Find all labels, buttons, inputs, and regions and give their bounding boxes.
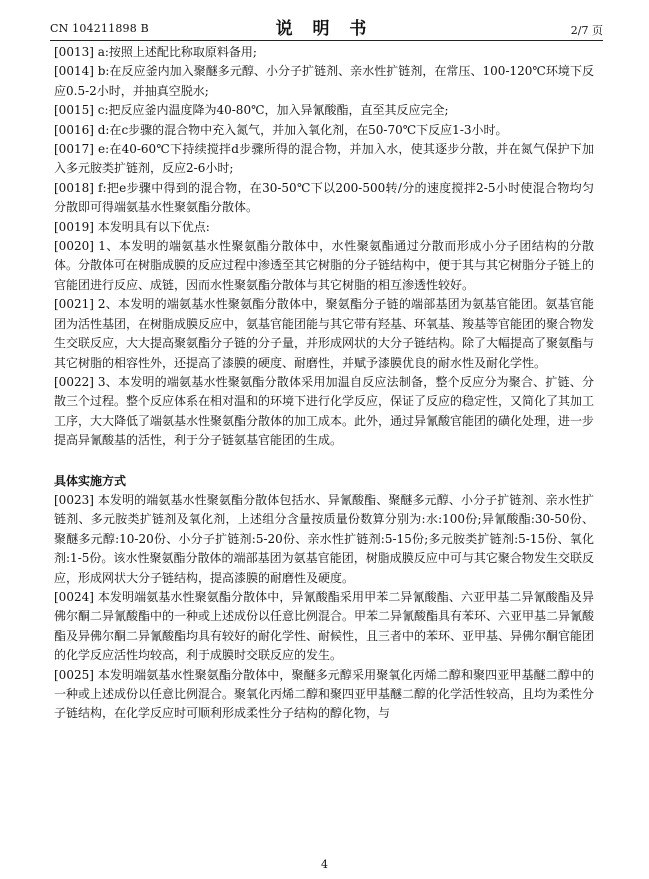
paragraph-text: 2、本发明的端氨基水性聚氨酯分散体中，聚氨酯分子链的端部基团为氨基官能团。氨基官能团为活性基团，在树脂成膜反应中，氨基官能团能与其它带有羟基、环氧基、羧基等官能团的聚合物发生交联反应，大大提高聚氨酯分子链的分子量，并形成网状的大分子链结构。除了大幅提高了聚氨酯与其它树脂的相容性外，还提高了漆膜的硬度、耐磨性，并赋予漆膜优良的耐水性及耐化学性。: [54, 297, 595, 370]
paragraph-number: [0021]: [54, 297, 94, 312]
paragraph-text: d:在c步骤的混合物中充入氮气，并加入氧化剂，在50-70℃下反应1-3小时。: [93, 122, 508, 137]
paragraph-number: [0014]: [54, 64, 94, 79]
paragraph: [54, 295, 594, 373]
paragraph-number: [0019]: [54, 219, 94, 234]
paragraph-text: 3、本发明的端氨基水性聚氨酯分散体采用加温自反应法制备，整个反应分为聚合、扩链、分散三个过程。整个反应体系在相对温和的环境下进行化学反应，保证了反应的稳定性，又简化了其加工工序，大大降低了端氨基水性聚氨酯分散体的加工成本。此外，通过异氰酸官能团的磺化处理，进一步提高异氰酸基的活性，利于分子链氨基官能团的生成。: [54, 374, 595, 448]
document-body: [54, 43, 594, 724]
paragraph-text: 1、本发明的端氨基水性聚氨酯分散体中，水性聚氨酯通过分散而形成小分子团结构的分散体。分散体可在树脂成膜的反应过程中渗透至其它树脂的分子链结构中，便于其与其它树脂分子链上的官能团进行反应、成链，因而水性聚氨酯分散体与其它树脂的相互渗透性较好。: [54, 239, 595, 292]
paragraph-list-bottom: [54, 491, 594, 724]
paragraph-number: [0023]: [54, 492, 94, 507]
paragraph-list-top: [54, 43, 594, 451]
section-heading: 具体实施方式: [54, 473, 127, 488]
paragraph-text: f:把e步骤中得到的混合物，在30-50℃下以200-500转/分的速度搅拌2-5小时使混合物均匀分散即可得端氨基水性聚氨酯分散体。: [54, 180, 594, 215]
paragraph: [54, 121, 594, 140]
page-header: [0, 0, 649, 44]
paragraph-text: 本发明端氨基水性聚氨酯分散体中，异氰酸酯采用甲苯二异氰酸酯、六亚甲基二异氰酸酯及异佛尔酮二异氰酸酯中的一种或上述成份以任意比例混合。甲苯二异氰酸酯具有苯环、六亚甲基二异氰酸酯及异佛尔酮二异氰酸酯均具有较好的耐化学性、耐候性，且三者中的苯环、亚甲基、异佛尔酮官能团的化学反应活性均较高，利于成膜时交联反应的发生。: [54, 589, 595, 663]
paragraph-number: [0017]: [54, 142, 94, 157]
paragraph-number: [0024]: [54, 589, 94, 604]
paragraph-text: a:按照上述配比称取原料备用;: [93, 45, 257, 59]
paragraph-number: [0020]: [54, 239, 94, 254]
paragraph-number: [0018]: [54, 180, 94, 195]
paragraph: [54, 179, 594, 218]
paragraph-text: b:在反应釜内加入聚醚多元醇、小分子扩链剂、亲水性扩链剂，在常压、100-120℃环境下反应0.5-2小时，并抽真空脱水;: [54, 64, 594, 98]
paragraph: [54, 588, 594, 666]
paragraph-text: e:在40-60℃下持续搅拌d步骤所得的混合物，并加入水，使其逐步分散，并在氮气保护下加入多元胺类扩链剂，反应2-6小时;: [54, 142, 594, 176]
paragraph: [54, 491, 594, 588]
paragraph-number: [0015]: [54, 103, 94, 118]
paragraph: [54, 62, 594, 101]
paragraph: [54, 101, 594, 120]
paragraph: [54, 140, 594, 179]
patent-number: CN 104211898 B: [50, 22, 149, 35]
paragraph-number: [0025]: [54, 667, 94, 682]
section-gap: [54, 451, 594, 472]
paragraph-text: 本发明具有以下优点:: [93, 219, 210, 234]
paragraph-text: 本发明端氨基水性聚氨酯分散体中，聚醚多元醇采用聚氧化丙烯二醇和聚四亚甲基醚二醇中的一种或上述成份以任意比例混合。聚氧化丙烯二醇和聚四亚甲基醚二醇的化学活性较高，且均为柔性分子链结构，在化学反应时可顺利形成柔性分子结构的醇化物，与: [54, 667, 595, 721]
paragraph-number: [0013]: [54, 45, 94, 59]
paragraph: [54, 218, 594, 237]
document-title: 说 明 书: [275, 19, 374, 39]
paragraph: [54, 43, 594, 62]
paragraph-text: c:把反应釜内温度降为40-80℃，加入异氰酸酯，直至其反应完全;: [93, 103, 449, 118]
paragraph-text: 本发明的端氨基水性聚氨酯分散体包括水、异氰酸酯、聚醚多元醇、小分子扩链剂、亲水性扩链剂、多元胺类扩链剂及氧化剂，上述组分含量按质量份数算分别为:水:100份;异氰酸酯:30-50份、聚醚多元醇:10-20份、小分子扩链剂:5-20份、亲水性扩链剂:5-15份;多元胺类扩链剂:5-15份、氧化剂:1-5份。该水性聚氨酯分散体的端部基团为氨基官能团，树脂成膜反应中可与其它聚合物发生交联反应，形成网状大分子链结构，提高漆膜的耐磨性及硬度。: [54, 492, 594, 585]
page-number: 4: [321, 858, 328, 871]
paragraph-number: [0022]: [54, 374, 94, 389]
page-indicator: 2/7 页: [570, 24, 603, 37]
paragraph-number: [0016]: [54, 122, 94, 137]
paragraph: [54, 237, 594, 295]
paragraph: [54, 666, 594, 724]
paragraph: [54, 373, 594, 451]
header-rule: [50, 40, 603, 41]
